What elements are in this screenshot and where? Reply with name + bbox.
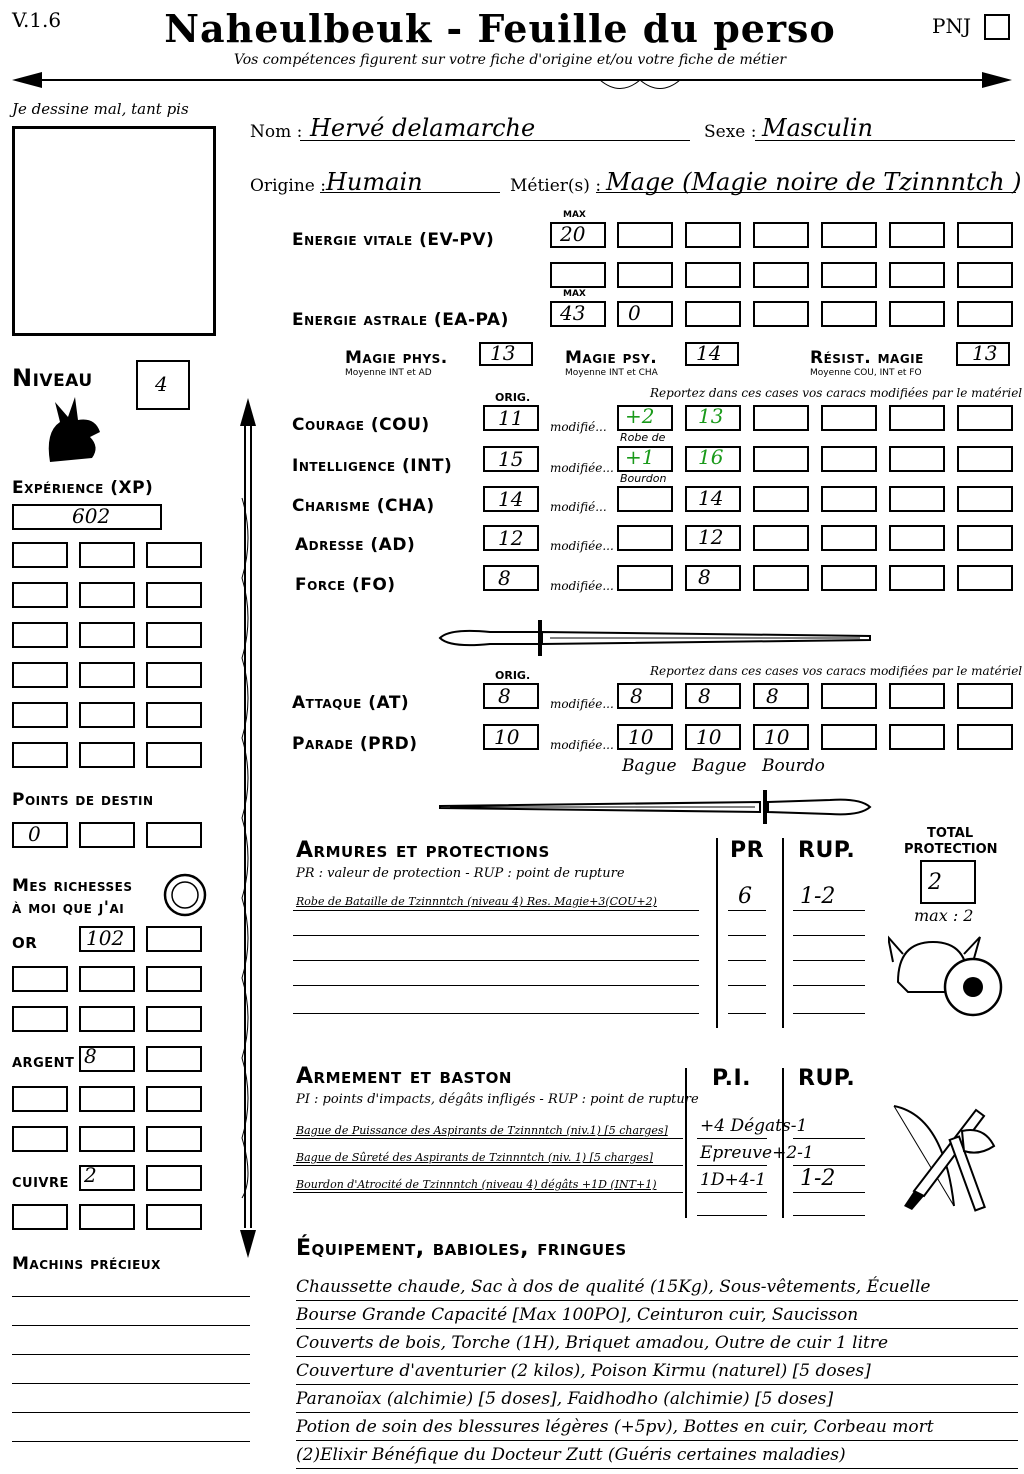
ev-box[interactable]	[957, 222, 1013, 248]
cuivre-box[interactable]	[146, 1204, 202, 1230]
stat-mod-int: +1	[625, 445, 655, 469]
stat-box[interactable]	[753, 525, 809, 551]
arme-line	[793, 1215, 865, 1216]
metier-label: Métier(s) :	[510, 176, 602, 196]
destin-box[interactable]	[146, 822, 202, 848]
cuivre-box[interactable]	[146, 1165, 202, 1191]
or-box[interactable]	[146, 926, 202, 952]
at-box[interactable]	[821, 683, 877, 709]
arme-line	[293, 1192, 683, 1193]
stat-orig-ad: 12	[498, 526, 524, 550]
modifie-label: modifié...	[550, 420, 607, 434]
ea-current-value: 0	[628, 301, 641, 325]
magie-psy-value: 14	[696, 341, 722, 365]
magie-psy-sub: Moyenne INT et CHA	[565, 368, 658, 378]
ev-box[interactable]	[617, 222, 673, 248]
helmet-shield-icon	[888, 932, 1008, 1022]
stat-box[interactable]	[889, 486, 945, 512]
destin-label: Points de destin	[12, 790, 154, 810]
magie-phys-value: 13	[490, 341, 516, 365]
prd-value: 10	[628, 725, 654, 749]
niveau-value: 4	[155, 372, 168, 396]
equipement-title: Équipement, babioles, fringues	[296, 1236, 627, 1261]
modifiee-label: modifiée...	[550, 579, 614, 593]
ea-label: Energie astrale (EA-PA)	[292, 310, 509, 330]
combat-source: Bague	[692, 756, 747, 776]
argent-box[interactable]	[12, 1126, 68, 1152]
modifiee-label: modifiée...	[550, 738, 614, 752]
arme-pi: +4 Dégats-1	[700, 1116, 808, 1136]
xp-history-box[interactable]	[79, 742, 135, 768]
stat-label-fo: Force (FO)	[295, 575, 396, 595]
stat-mod-box[interactable]	[617, 486, 673, 512]
pnj-checkbox[interactable]	[984, 14, 1010, 40]
or-box[interactable]	[12, 1006, 68, 1032]
weapons-icon	[884, 1096, 1014, 1216]
argent-box[interactable]	[79, 1086, 135, 1112]
armure-line	[728, 910, 766, 911]
cuivre-value: 2	[84, 1163, 97, 1187]
combat-source: Bague	[622, 756, 677, 776]
stat-final-int: 16	[698, 445, 724, 469]
stat-final-cou: 13	[698, 404, 724, 428]
equipement-line[interactable]: Bourse Grande Capacité [Max 100PO], Ceinturon cuir, Saucisson	[296, 1302, 1018, 1329]
stat-final-fo: 8	[698, 565, 711, 589]
ea-box[interactable]	[685, 301, 741, 327]
armure-line	[293, 985, 699, 986]
stat-mod-box[interactable]	[617, 565, 673, 591]
resist-magie-label: Résist. magie	[810, 348, 924, 368]
or-label: OR	[12, 934, 38, 952]
arme-name: Bague de Puissance des Aspirants de Tzinnntch (niv.1) [5 charges]	[296, 1124, 668, 1137]
total-protection-value: 2	[928, 870, 942, 895]
ev-max-value: 20	[560, 222, 586, 246]
xp-history-box[interactable]	[79, 622, 135, 648]
stat-final-ad: 12	[698, 525, 724, 549]
armement-subtitle: PI : points d'impacts, dégâts infligés - RUP : point de rupture	[296, 1092, 699, 1107]
at-orig-value: 8	[498, 684, 511, 708]
stat-box[interactable]	[957, 486, 1013, 512]
equipement-line[interactable]: Chaussette chaude, Sac à dos de qualité (15Kg), Sous-vêtements, Écuelle	[296, 1274, 1018, 1301]
at-box[interactable]	[889, 683, 945, 709]
stat-orig-cha: 14	[498, 487, 524, 511]
xp-history-box[interactable]	[146, 622, 202, 648]
equipement-line[interactable]: Paranoïax (alchimie) [5 doses], Faidhodho (alchimie) [5 doses]	[296, 1386, 1018, 1413]
combat-report-note: Reportez dans ces cases vos caracs modifiées par le matériel	[650, 664, 1023, 678]
stat-box[interactable]	[889, 565, 945, 591]
armure-line	[728, 935, 766, 936]
xp-history-box[interactable]	[146, 542, 202, 568]
prd-value: 10	[764, 725, 790, 749]
equipement-line[interactable]: (2)Elixir Bénéfique du Docteur Zutt (Guéris certaines maladies)	[296, 1442, 1018, 1469]
ea-box[interactable]	[753, 301, 809, 327]
xp-history-box[interactable]	[12, 542, 68, 568]
stat-box[interactable]	[821, 486, 877, 512]
argent-label: ARGENT	[12, 1056, 75, 1071]
stat-mod-box[interactable]	[617, 525, 673, 551]
nom-line	[300, 140, 690, 141]
arme-line	[697, 1192, 767, 1193]
stat-box[interactable]	[957, 565, 1013, 591]
xp-history-box[interactable]	[79, 662, 135, 688]
ea-max-value: 43	[560, 301, 586, 325]
xp-history-box[interactable]	[12, 742, 68, 768]
ea-box[interactable]	[617, 301, 673, 327]
resist-magie-sub: Moyenne COU, INT et FO	[810, 368, 922, 378]
sword-illustration	[430, 788, 880, 828]
arme-line	[793, 1192, 865, 1193]
xp-history-box[interactable]	[79, 542, 135, 568]
stat-label-cou: Courage (COU)	[292, 415, 430, 435]
equipement-line[interactable]: Couverture d'aventurier (2 kilos), Poison Kirmu (naturel) [5 doses]	[296, 1358, 1018, 1385]
stat-orig-cou: 11	[498, 406, 524, 430]
or-value: 102	[86, 926, 125, 950]
ev-box[interactable]	[753, 262, 809, 288]
arme-line	[293, 1165, 683, 1166]
ev-box[interactable]	[821, 262, 877, 288]
origine-line	[320, 192, 500, 193]
dragon-icon	[40, 392, 106, 464]
ea-box[interactable]	[889, 301, 945, 327]
ev-box[interactable]	[889, 262, 945, 288]
modifiee-label: modifiée...	[550, 461, 614, 475]
modifiee-label: modifiée...	[550, 697, 614, 711]
spear-divider-top	[0, 62, 1024, 102]
cuivre-box[interactable]	[79, 1204, 135, 1230]
or-box[interactable]	[79, 1006, 135, 1032]
stat-final-cha: 14	[698, 486, 724, 510]
armement-divider	[685, 1068, 687, 1218]
origine-label: Origine :	[250, 176, 326, 196]
argent-box[interactable]	[12, 1086, 68, 1112]
stat-note-int: Bourdon	[620, 472, 667, 485]
nom-value[interactable]: Hervé delamarche	[310, 114, 536, 142]
armures-divider	[782, 838, 784, 1028]
at-orig-box[interactable]	[483, 683, 539, 709]
at-value: 8	[630, 684, 643, 708]
stat-box[interactable]	[889, 446, 945, 472]
at-value: 8	[766, 684, 779, 708]
sword-illustration	[430, 612, 880, 662]
arme-rup: 1-2	[800, 1166, 836, 1191]
spear-illustration	[228, 398, 268, 1258]
magie-phys-sub: Moyenne INT et AD	[345, 368, 432, 378]
arme-name: Bourdon d'Atrocité de Tzinnntch (niveau 4) dégâts +1D (INT+1)	[296, 1178, 657, 1191]
ev-box[interactable]	[685, 262, 741, 288]
richesses-label: à moi que j'ai	[12, 898, 125, 918]
armure-line	[293, 910, 699, 911]
equipement-line[interactable]: Potion de soin des blessures légères (+5pv), Bottes en cuir, Corbeau mort	[296, 1414, 1018, 1441]
stat-box[interactable]	[957, 405, 1013, 431]
armure-line	[793, 1013, 865, 1014]
ea-box[interactable]	[957, 301, 1013, 327]
coin-icon	[162, 872, 208, 918]
armure-line	[793, 985, 865, 986]
cuivre-box[interactable]	[12, 1204, 68, 1230]
or-box[interactable]	[79, 966, 135, 992]
machins-line	[12, 1441, 250, 1442]
ev-box[interactable]	[821, 222, 877, 248]
stat-box[interactable]	[821, 405, 877, 431]
total-protection-max: max : 2	[914, 906, 974, 925]
machins-line	[12, 1296, 250, 1297]
armures-subtitle: PR : valeur de protection - RUP : point de rupture	[296, 866, 625, 881]
parade-label: Parade (PRD)	[292, 734, 418, 754]
ea-box[interactable]	[821, 301, 877, 327]
version-label: V.1.6	[12, 8, 62, 32]
armement-pi-label: P.I.	[712, 1066, 751, 1091]
xp-history-box[interactable]	[79, 582, 135, 608]
ev-box[interactable]	[550, 262, 606, 288]
nom-label: Nom :	[250, 122, 303, 142]
pnj-label: PNJ	[932, 14, 971, 38]
xp-history-box[interactable]	[12, 622, 68, 648]
origine-value[interactable]: Humain	[326, 168, 423, 196]
xp-history-box[interactable]	[146, 662, 202, 688]
attaque-label: Attaque (AT)	[292, 693, 410, 713]
xp-history-box[interactable]	[146, 582, 202, 608]
destin-value: 0	[28, 822, 41, 846]
at-box[interactable]	[957, 683, 1013, 709]
stat-box[interactable]	[821, 525, 877, 551]
armures-rup-label: RUP.	[798, 838, 856, 863]
ev-label: Energie vitale (EV-PV)	[292, 230, 495, 250]
arme-line	[697, 1165, 767, 1166]
sexe-value[interactable]: Masculin	[762, 114, 873, 142]
magie-psy-label: Magie psy.	[565, 348, 658, 368]
metier-line	[596, 192, 1016, 193]
cuivre-label: CUIVRE	[12, 1176, 69, 1191]
arme-name: Bague de Sûreté des Aspirants de Tzinnntch (niv. 1) [5 charges]	[296, 1151, 653, 1164]
machins-line	[12, 1412, 250, 1413]
equipement-line[interactable]: Couverts de bois, Torche (1H), Briquet amadou, Outre de cuir 1 litre	[296, 1330, 1018, 1357]
total-protection-label: PROTECTION	[904, 842, 998, 857]
combat-orig-label: ORIG.	[495, 669, 531, 682]
xp-value: 602	[72, 504, 111, 528]
argent-box[interactable]	[79, 1126, 135, 1152]
page-subtitle: Vos compétences figurent sur votre fiche d'origine et/ou votre fiche de métier	[233, 52, 787, 68]
sexe-label: Sexe :	[704, 122, 757, 142]
stat-note-cou: Robe de	[620, 431, 666, 444]
xp-history-box[interactable]	[146, 702, 202, 728]
at-box[interactable]	[685, 683, 741, 709]
arme-pi: 1D+4-1	[700, 1170, 767, 1190]
xp-history-box[interactable]	[12, 662, 68, 688]
stat-orig-box[interactable]	[483, 565, 539, 591]
ev-box[interactable]	[753, 222, 809, 248]
prd-box[interactable]	[821, 724, 877, 750]
armures-divider	[716, 838, 718, 1028]
armure-line	[293, 1013, 699, 1014]
arme-line	[697, 1215, 767, 1216]
stat-orig-fo: 8	[498, 566, 511, 590]
at-value: 8	[698, 684, 711, 708]
armure-rup: 1-2	[800, 884, 836, 909]
metier-value[interactable]: Mage (Magie noire de Tzinnntch )	[606, 168, 1022, 196]
xp-history-box[interactable]	[146, 742, 202, 768]
xp-label: Expérience (XP)	[12, 478, 154, 498]
ev-box[interactable]	[957, 262, 1013, 288]
stat-box[interactable]	[753, 405, 809, 431]
or-box[interactable]	[146, 1006, 202, 1032]
stat-mod-cou: +2	[625, 404, 655, 428]
arme-pi: Epreuve+2-1	[700, 1143, 814, 1163]
portrait-box[interactable]	[12, 126, 216, 336]
prd-value: 10	[696, 725, 722, 749]
armure-line	[293, 960, 699, 961]
resist-magie-value: 13	[972, 341, 998, 365]
armure-line	[793, 935, 865, 936]
magie-phys-label: Magie phys.	[345, 348, 448, 368]
stat-label-int: Intelligence (INT)	[292, 456, 453, 476]
armures-pr-label: PR	[730, 838, 765, 863]
ev-box[interactable]	[889, 222, 945, 248]
ev-box[interactable]	[617, 262, 673, 288]
armure-line	[728, 960, 766, 961]
stat-final-box[interactable]	[685, 565, 741, 591]
stat-box[interactable]	[957, 446, 1013, 472]
arme-line	[793, 1138, 865, 1139]
stat-label-cha: Charisme (CHA)	[292, 496, 435, 516]
or-box[interactable]	[12, 966, 68, 992]
argent-box[interactable]	[146, 1126, 202, 1152]
prd-box[interactable]	[889, 724, 945, 750]
or-box[interactable]	[146, 966, 202, 992]
stats-report-note: Reportez dans ces cases vos caracs modifiées par le matériel	[650, 386, 1023, 400]
niveau-label: Niveau	[12, 364, 93, 392]
machins-line	[12, 1325, 250, 1326]
armure-line	[793, 960, 865, 961]
stat-box[interactable]	[753, 446, 809, 472]
ea-max-label: MAX	[563, 289, 586, 299]
richesses-label: Mes richesses	[12, 876, 133, 896]
armures-title: Armures et protections	[296, 838, 550, 863]
stat-box[interactable]	[753, 565, 809, 591]
armement-title: Armement et baston	[296, 1064, 512, 1089]
sexe-line	[755, 140, 1015, 141]
prd-orig-value: 10	[494, 725, 520, 749]
stat-box[interactable]	[821, 565, 877, 591]
prd-box[interactable]	[957, 724, 1013, 750]
at-box[interactable]	[617, 683, 673, 709]
xp-history-box[interactable]	[79, 702, 135, 728]
destin-box[interactable]	[79, 822, 135, 848]
stat-box[interactable]	[753, 486, 809, 512]
combat-source: Bourdo	[762, 756, 825, 776]
stat-box[interactable]	[889, 525, 945, 551]
ev-max-label: MAX	[563, 210, 586, 220]
arme-line	[697, 1138, 767, 1139]
armure-name: Robe de Bataille de Tzinnntch (niveau 4) Res. Magie+3(COU+2)	[296, 895, 657, 908]
portrait-caption: Je dessine mal, tant pis	[12, 100, 189, 118]
armure-line	[293, 935, 699, 936]
armement-rup-label: RUP.	[798, 1066, 856, 1091]
page-title: Naheulbeuk - Feuille du perso	[164, 6, 836, 51]
modifiee-label: modifiée...	[550, 539, 614, 553]
modifie-label: modifié...	[550, 500, 607, 514]
stat-box[interactable]	[957, 525, 1013, 551]
stats-orig-label: ORIG.	[495, 391, 531, 404]
stat-orig-int: 15	[498, 447, 524, 471]
machins-label: Machins précieux	[12, 1254, 161, 1274]
argent-box[interactable]	[146, 1086, 202, 1112]
arme-line	[293, 1138, 683, 1139]
stat-label-ad: Adresse (AD)	[295, 535, 416, 555]
stat-box[interactable]	[821, 446, 877, 472]
machins-line	[12, 1383, 250, 1384]
xp-history-box[interactable]	[12, 702, 68, 728]
armure-line	[728, 985, 766, 986]
ev-box[interactable]	[685, 222, 741, 248]
armure-line	[728, 1013, 766, 1014]
argent-box[interactable]	[146, 1046, 202, 1072]
at-box[interactable]	[753, 683, 809, 709]
argent-value: 8	[84, 1044, 97, 1068]
machins-line	[12, 1354, 250, 1355]
armure-line	[793, 910, 865, 911]
armure-pr: 6	[738, 884, 752, 909]
xp-history-box[interactable]	[12, 582, 68, 608]
stat-box[interactable]	[889, 405, 945, 431]
total-protection-label: TOTAL	[927, 826, 974, 841]
